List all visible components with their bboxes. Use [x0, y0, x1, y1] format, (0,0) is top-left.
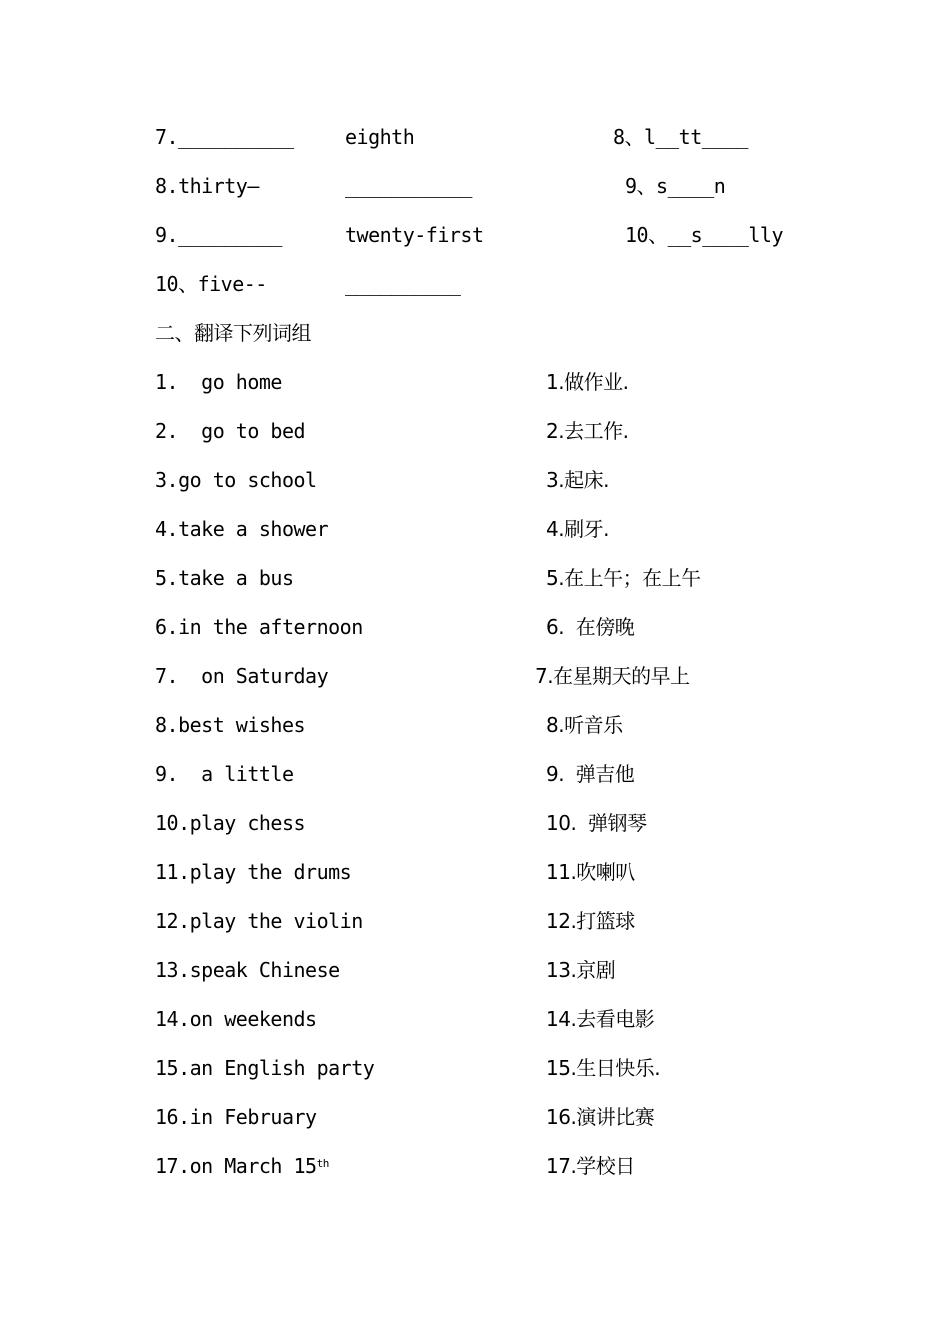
english-phrase: 4.take a shower [155, 517, 329, 541]
chinese-phrase: 12.打篮球 [546, 909, 635, 933]
section-heading: 二、翻译下列词组 [155, 321, 311, 345]
row-8-spelling: 9、s____n [625, 174, 726, 198]
row-7-number: 7.__________ [155, 125, 294, 149]
chinese-phrase: 2.去工作. [546, 419, 629, 443]
row-7-word: eighth [345, 125, 415, 149]
english-phrase: 17.on March 15th [155, 1154, 329, 1178]
chinese-phrase: 6. 在傍晚 [546, 615, 635, 639]
chinese-phrase: 16.演讲比赛 [546, 1105, 655, 1129]
chinese-phrase: 5.在上午；在上午 [546, 566, 701, 590]
row-10-word: __________ [345, 272, 461, 296]
row-9-word: twenty-first [345, 223, 484, 247]
chinese-phrase: 13.京剧 [546, 958, 616, 982]
chinese-phrase: 17.学校日 [546, 1154, 635, 1178]
english-phrase: 7. on Saturday [155, 664, 329, 688]
english-phrase: 5.take a bus [155, 566, 294, 590]
row-9-spelling: 10、__s____lly [625, 223, 783, 247]
english-phrase: 16.in February [155, 1105, 317, 1129]
row-10-number: 10、five-- [155, 272, 267, 296]
english-phrase: 12.play the violin [155, 909, 363, 933]
row-7-spelling: 8、l__tt____ [613, 125, 748, 149]
english-phrase: 14.on weekends [155, 1007, 317, 1031]
chinese-phrase: 9. 弹吉他 [546, 762, 635, 786]
chinese-phrase: 8.听音乐 [546, 713, 623, 737]
chinese-phrase: 3.起床. [546, 468, 609, 492]
english-phrase: 11.play the drums [155, 860, 352, 884]
chinese-phrase: 4.刷牙. [546, 517, 609, 541]
row-8-number: 8.thirty— [155, 174, 259, 198]
chinese-phrase: 11.吹喇叭 [546, 860, 635, 884]
english-phrase: 8.best wishes [155, 713, 306, 737]
chinese-phrase: 7.在星期天的早上 [535, 664, 690, 688]
ordinal-suffix: th [316, 1157, 329, 1170]
english-phrase: 2. go to bed [155, 419, 306, 443]
english-phrase: 3.go to school [155, 468, 317, 492]
english-phrase: 1. go home [155, 370, 282, 394]
english-phrase: 13.speak Chinese [155, 958, 340, 982]
english-phrase: 9. a little [155, 762, 294, 786]
row-9-number: 9._________ [155, 223, 282, 247]
chinese-phrase: 14.去看电影 [546, 1007, 655, 1031]
english-phrase: 10.play chess [155, 811, 306, 835]
english-phrase: 15.an English party [155, 1056, 375, 1080]
chinese-phrase: 1.做作业. [546, 370, 629, 394]
chinese-phrase: 10. 弹钢琴 [546, 811, 647, 835]
chinese-phrase: 15.生日快乐. [546, 1056, 661, 1080]
row-8-word: ___________ [345, 174, 472, 198]
english-phrase: 6.in the afternoon [155, 615, 363, 639]
